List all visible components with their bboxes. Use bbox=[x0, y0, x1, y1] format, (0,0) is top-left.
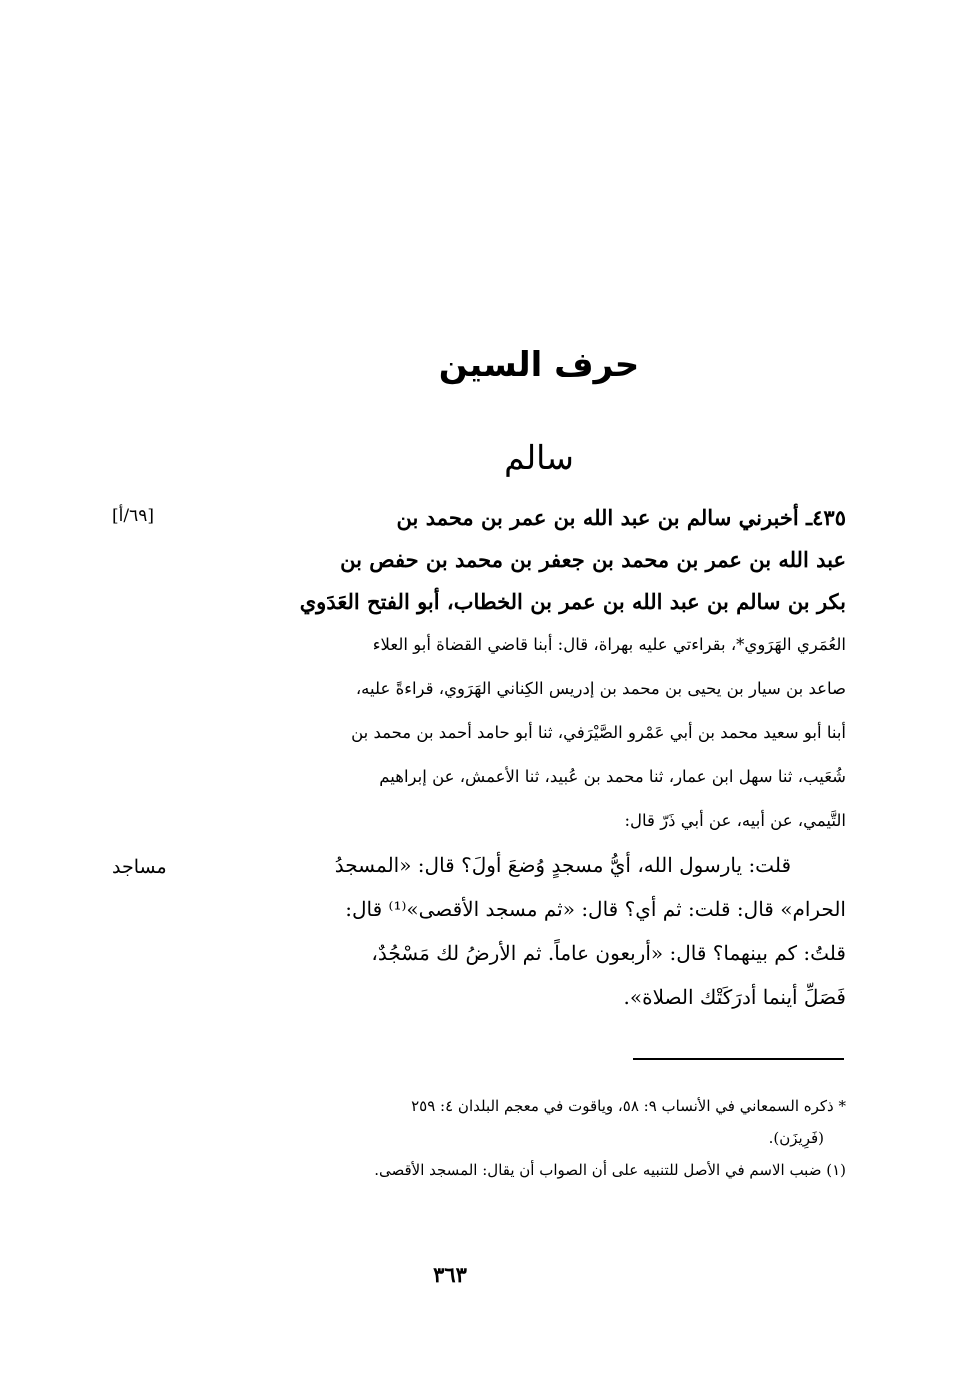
entry-line: بكر بن سالم بن عبد الله بن عمر بن الخطاب، أبو الفتح العَدَوي bbox=[299, 589, 846, 614]
entry-line: عبد الله بن عمر بن محمد بن جعفر بن محمد بن حفص بن bbox=[340, 547, 846, 572]
manuscript-folio-reference: [٦٩/أ] bbox=[112, 506, 154, 526]
entry-line: التَّيمي، عن أبيه، عن أبي ذَرّ قال: bbox=[624, 811, 846, 830]
footnote-1: (١) ضبب الاسم في الأصل للتنبيه على أن الصواب أن يقال: المسجد الأقصى. bbox=[374, 1161, 846, 1179]
footnotes bbox=[228, 1090, 846, 1186]
entry-line: شُعَيب، ثنا سهل ابن عمار، ثنا محمد بن عُبيد، ثنا الأعمش، عن إبراهيم bbox=[379, 767, 846, 786]
entry-line bbox=[228, 497, 846, 539]
hadith-text-line: قلت: يارسول الله، أيُّ مسجدٍ وُضعَ أولَ؟ قال: «المسجدُ bbox=[334, 853, 791, 877]
margin-topic-note: مساجد bbox=[112, 856, 167, 878]
hadith-text-line: فَصَلِّ أينما أدرَكَتْك الصلاة». bbox=[623, 985, 846, 1009]
page-number: ٣٦٣ bbox=[433, 1262, 467, 1287]
section-title: سالم bbox=[504, 438, 574, 477]
entry-line: أبنا أبو سعيد محمد بن أبي عَمْرو الصَّيْرَفي، ثنا أبو حامد أحمد بن محمد بن bbox=[351, 723, 846, 742]
hadith-text-line: قلتُ: كم بينهما؟ قال: «أربعون عاماً. ثم الأرضُ لك مَسْجُدٌ، bbox=[371, 941, 846, 965]
footnote-star-continuation: (فَرِيزَن). bbox=[768, 1129, 824, 1147]
entry-line: صاعد بن سيار بن يحيى بن محمد بن إدريس الكِناني الهَرَوي، قراءةً عليه، bbox=[355, 679, 846, 698]
footnote-star: * ذكره السمعاني في الأنساب ٩: ٥٨، وياقوت في معجم البلدان ٤: ٢٥٩ bbox=[411, 1097, 846, 1115]
footnote-separator bbox=[633, 1058, 844, 1060]
hadith-text-line: الحرام» قال: قلت: ثم أي؟ قال: «ثم مسجد الأقصى»⁽¹⁾ قال: bbox=[345, 897, 846, 921]
entry-number: ٤٣٥ـ bbox=[806, 505, 846, 530]
chapter-title: حرف السين bbox=[438, 345, 640, 385]
hadith-entry bbox=[228, 497, 846, 1019]
entry-line-text: أخبرني سالم بن عبد الله بن عمر بن محمد بن bbox=[396, 505, 799, 530]
entry-line: العُمَري الهَرَوي*، بقراءتي عليه بهراة، قال: أبنا قاضي القضاة أبو العلاء bbox=[372, 635, 846, 654]
